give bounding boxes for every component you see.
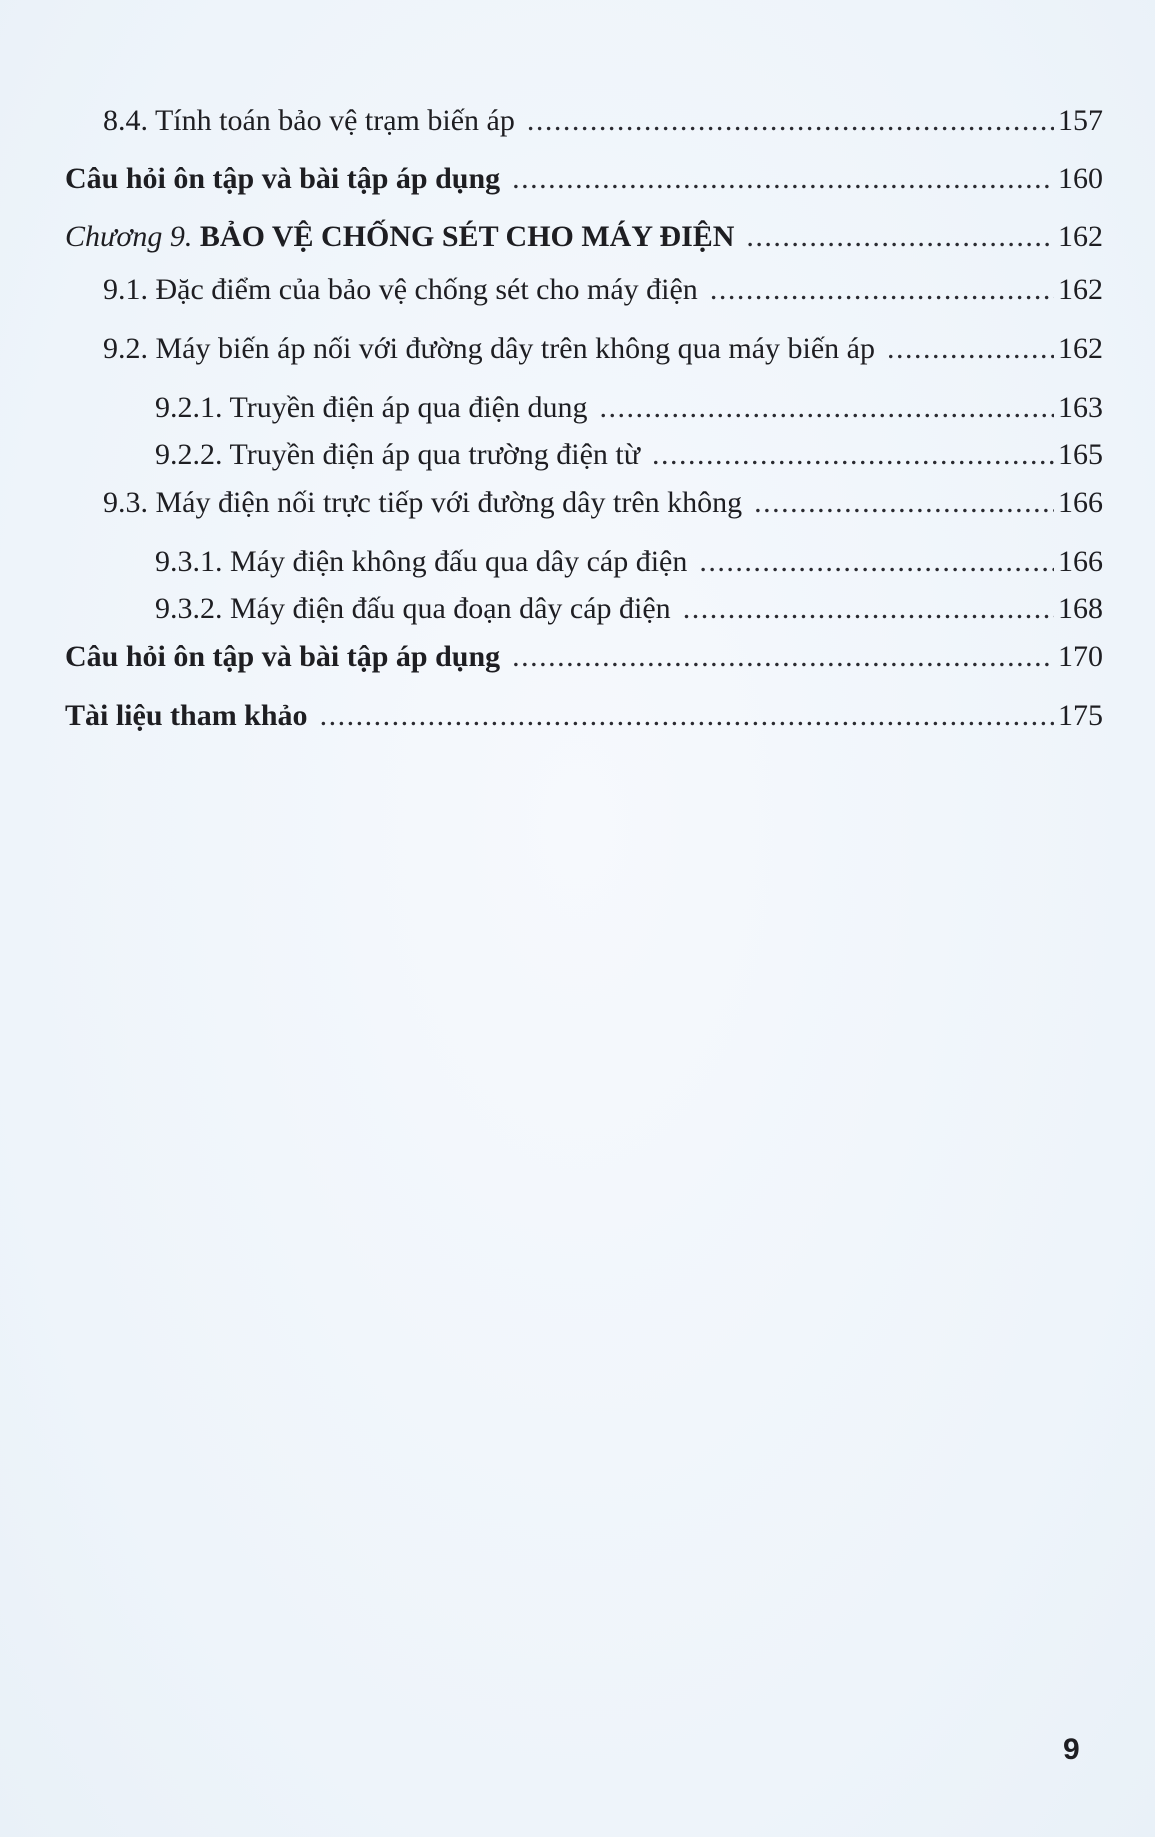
toc-entry-page: 162	[1058, 220, 1103, 253]
toc-entry-label: 9.2.1. Truyền điện áp qua điện dung	[155, 391, 588, 424]
chapter-title: BẢO VỆ CHỐNG SÉT CHO MÁY ĐIỆN	[199, 220, 735, 253]
toc-entry	[155, 390, 1103, 426]
dot-leader	[683, 591, 1054, 627]
toc-entry-page: 162	[1058, 273, 1103, 306]
dot-leader	[512, 639, 1054, 675]
toc-entry-label: Câu hỏi ôn tập và bài tập áp dụng	[65, 162, 501, 195]
toc-entry	[65, 639, 1103, 675]
dot-leader	[527, 103, 1054, 139]
toc-entry-label: 9.1. Đặc điểm của bảo vệ chống sét cho máy điện	[103, 273, 698, 306]
toc-entry-page: 168	[1058, 592, 1103, 625]
toc-entry-page: 166	[1058, 545, 1103, 578]
toc-entry	[155, 437, 1103, 473]
dot-leader	[512, 161, 1054, 197]
toc-entry-label: 8.4. Tính toán bảo vệ trạm biến áp	[103, 104, 515, 137]
dot-leader	[320, 698, 1054, 734]
toc-entry-page: 160	[1058, 162, 1103, 195]
page-number: 9	[1063, 1733, 1080, 1766]
toc-entry	[155, 591, 1103, 627]
dot-leader	[652, 437, 1054, 473]
dot-leader	[599, 390, 1054, 426]
toc-entry	[65, 219, 1103, 255]
toc-entry	[65, 698, 1103, 734]
toc-entry-page: 157	[1058, 104, 1103, 137]
toc-entry-label: Tài liệu tham khảo	[65, 699, 308, 732]
dot-leader	[699, 544, 1054, 580]
toc-entry-page: 175	[1058, 699, 1103, 732]
toc-entry	[155, 544, 1103, 580]
toc-entry	[103, 485, 1103, 521]
toc-entry-label: 9.3.2. Máy điện đấu qua đoạn dây cáp điện	[155, 592, 671, 625]
toc-entry-page: 165	[1058, 438, 1103, 471]
dot-leader	[746, 219, 1054, 255]
toc-entry-page: 170	[1058, 640, 1103, 673]
toc-entry-label: 9.2.2. Truyền điện áp qua trường điện từ	[155, 438, 641, 471]
dot-leader	[710, 272, 1054, 308]
toc-entry-label: 9.3.1. Máy điện không đấu qua dây cáp điện	[155, 545, 688, 578]
toc-entry	[103, 331, 1103, 367]
toc-entry-label: Câu hỏi ôn tập và bài tập áp dụng	[65, 640, 501, 673]
toc-entry-page: 166	[1058, 486, 1103, 519]
chapter-prefix: Chương 9.	[65, 220, 200, 253]
toc-entry-label: 9.2. Máy biến áp nối với đường dây trên không qua máy biến áp	[103, 332, 876, 365]
toc-entry-label: 9.3. Máy điện nối trực tiếp với đường dây trên không	[103, 486, 743, 519]
dot-leader	[887, 331, 1054, 367]
toc-entry-page: 163	[1058, 391, 1103, 424]
toc-entry	[65, 161, 1103, 197]
toc-entry	[103, 103, 1103, 139]
dot-leader	[754, 485, 1054, 521]
toc-entry-page: 162	[1058, 332, 1103, 365]
toc-entry-label	[65, 219, 734, 255]
toc-entry	[103, 272, 1103, 308]
